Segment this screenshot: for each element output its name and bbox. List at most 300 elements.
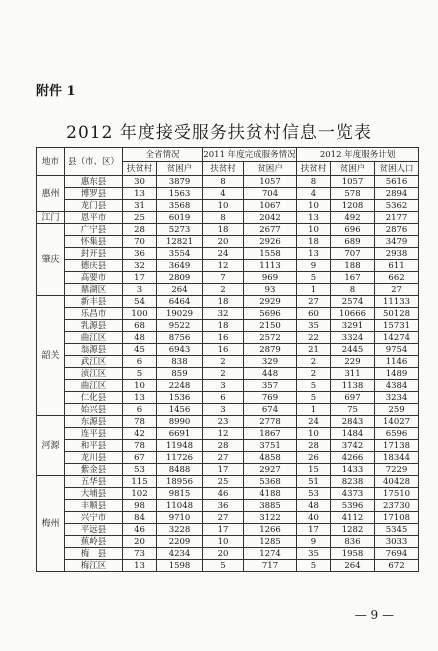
value-cell: 357	[244, 380, 297, 392]
table-row	[37, 272, 419, 284]
value-cell: 15731	[375, 320, 419, 332]
value-cell: 10666	[331, 308, 375, 320]
value-cell: 12	[203, 428, 244, 440]
header-villages: 扶贫村	[123, 162, 157, 176]
value-cell: 4	[297, 188, 331, 200]
value-cell: 448	[244, 368, 297, 380]
value-cell: 48	[297, 500, 331, 512]
region-cell: 河源	[37, 416, 65, 476]
county-cell: 封开县	[65, 248, 123, 260]
value-cell: 259	[375, 404, 419, 416]
value-cell: 329	[244, 356, 297, 368]
table-row	[37, 284, 419, 296]
value-cell: 2	[203, 368, 244, 380]
header-2011-completed: 2011 年度完成服务情况	[203, 149, 296, 160]
value-cell: 2150	[244, 320, 297, 332]
value-cell: 2809	[157, 272, 203, 284]
value-cell: 3885	[244, 500, 297, 512]
value-cell: 1057	[331, 176, 375, 188]
value-cell: 2574	[331, 296, 375, 308]
value-cell: 32	[123, 260, 157, 272]
county-cell: 德庆县	[65, 260, 123, 272]
table-body	[37, 176, 419, 572]
county-cell: 鼎湖区	[65, 284, 123, 296]
value-cell: 100	[123, 308, 157, 320]
value-cell: 24	[203, 248, 244, 260]
value-cell: 3234	[375, 392, 419, 404]
value-cell: 5616	[375, 176, 419, 188]
value-cell: 78	[123, 416, 157, 428]
value-cell: 6596	[375, 428, 419, 440]
value-cell: 1266	[244, 524, 297, 536]
value-cell: 2876	[375, 224, 419, 236]
value-cell: 13	[123, 392, 157, 404]
value-cell: 3291	[331, 320, 375, 332]
table-row	[37, 464, 419, 476]
value-cell: 11726	[157, 452, 203, 464]
value-cell: 6464	[157, 296, 203, 308]
page-title: 2012 年度接受服务扶贫村信息一览表	[66, 123, 372, 143]
value-cell: 492	[331, 212, 375, 224]
value-cell: 4112	[331, 512, 375, 524]
value-cell: 5	[297, 380, 331, 392]
value-cell: 12	[203, 260, 244, 272]
value-cell: 12821	[157, 236, 203, 248]
value-cell: 167	[331, 272, 375, 284]
value-cell: 5273	[157, 224, 203, 236]
table-row	[37, 356, 419, 368]
value-cell: 13	[297, 212, 331, 224]
value-cell: 40428	[375, 476, 419, 488]
value-cell: 28	[297, 440, 331, 452]
value-cell: 40	[297, 512, 331, 524]
value-cell: 3742	[331, 440, 375, 452]
county-cell: 高要市	[65, 272, 123, 284]
value-cell: 2843	[331, 416, 375, 428]
table-row	[37, 260, 419, 272]
poverty-village-table	[36, 147, 419, 572]
county-cell: 仁化县	[65, 392, 123, 404]
value-cell: 4373	[331, 488, 375, 500]
value-cell: 1536	[157, 392, 203, 404]
value-cell: 14027	[375, 416, 419, 428]
county-cell: 紫金县	[65, 464, 123, 476]
table-row	[37, 176, 419, 188]
value-cell: 35	[297, 320, 331, 332]
value-cell: 2572	[244, 332, 297, 344]
table-row	[37, 488, 419, 500]
value-cell: 68	[123, 320, 157, 332]
value-cell: 4266	[331, 452, 375, 464]
table-row	[37, 416, 419, 428]
value-cell: 45	[123, 344, 157, 356]
value-cell: 2938	[375, 248, 419, 260]
value-cell: 67	[123, 452, 157, 464]
value-cell: 2879	[244, 344, 297, 356]
value-cell: 3324	[331, 332, 375, 344]
county-cell: 浈江区	[65, 368, 123, 380]
table-row	[37, 296, 419, 308]
value-cell: 1282	[331, 524, 375, 536]
value-cell: 18956	[157, 476, 203, 488]
value-cell: 4858	[244, 452, 297, 464]
value-cell: 27	[375, 284, 419, 296]
value-cell: 3479	[375, 236, 419, 248]
value-cell: 54	[123, 296, 157, 308]
value-cell: 9815	[157, 488, 203, 500]
table-row	[37, 200, 419, 212]
county-cell: 乐昌市	[65, 308, 123, 320]
value-cell: 25	[123, 212, 157, 224]
value-cell: 8756	[157, 332, 203, 344]
value-cell: 10	[203, 536, 244, 548]
value-cell: 229	[331, 356, 375, 368]
table-row	[37, 536, 419, 548]
value-cell: 18	[203, 296, 244, 308]
value-cell: 5	[203, 560, 244, 572]
table-row	[37, 452, 419, 464]
value-cell: 8	[331, 284, 375, 296]
value-cell: 84	[123, 512, 157, 524]
value-cell: 689	[331, 236, 375, 248]
value-cell: 2248	[157, 380, 203, 392]
value-cell: 4188	[244, 488, 297, 500]
value-cell: 769	[244, 392, 297, 404]
county-cell: 兴宁市	[65, 512, 123, 524]
value-cell: 17	[123, 272, 157, 284]
value-cell: 3649	[157, 260, 203, 272]
value-cell: 1598	[157, 560, 203, 572]
value-cell: 17	[203, 464, 244, 476]
value-cell: 19029	[157, 308, 203, 320]
table-row	[37, 224, 419, 236]
value-cell: 6943	[157, 344, 203, 356]
table-row	[37, 368, 419, 380]
table-row	[37, 212, 419, 224]
region-cell: 江门	[37, 212, 65, 224]
header-province-overview: 全省情况	[123, 148, 203, 162]
value-cell: 20	[203, 236, 244, 248]
value-cell: 17138	[375, 440, 419, 452]
annex-label: 附件 1	[36, 84, 76, 99]
value-cell: 46	[123, 524, 157, 536]
value-cell: 5696	[244, 308, 297, 320]
county-cell: 连平县	[65, 428, 123, 440]
value-cell: 18	[203, 320, 244, 332]
region-cell: 肇庆	[37, 224, 65, 296]
value-cell: 24	[297, 416, 331, 428]
value-cell: 2677	[244, 224, 297, 236]
value-cell: 1958	[331, 548, 375, 560]
table-row	[37, 560, 419, 572]
value-cell: 1867	[244, 428, 297, 440]
value-cell: 1558	[244, 248, 297, 260]
value-cell: 36	[123, 248, 157, 260]
value-cell: 10	[297, 224, 331, 236]
table-row	[37, 500, 419, 512]
region-cell: 惠州	[37, 176, 65, 212]
value-cell: 3	[203, 380, 244, 392]
table-row	[37, 440, 419, 452]
header-households: 贫困户	[331, 162, 375, 176]
county-cell: 龙川县	[65, 452, 123, 464]
value-cell: 28	[123, 224, 157, 236]
value-cell: 13	[297, 248, 331, 260]
value-cell: 9710	[157, 512, 203, 524]
county-cell: 东源县	[65, 416, 123, 428]
header-2012-plan: 2012 年度服务计划	[297, 148, 419, 162]
value-cell: 31	[123, 200, 157, 212]
value-cell: 2778	[244, 416, 297, 428]
value-cell: 704	[244, 188, 297, 200]
value-cell: 36	[203, 500, 244, 512]
value-cell: 102	[123, 488, 157, 500]
value-cell: 6	[123, 356, 157, 368]
table-row	[37, 332, 419, 344]
value-cell: 4	[203, 188, 244, 200]
value-cell: 7694	[375, 548, 419, 560]
table-row	[37, 344, 419, 356]
value-cell: 8488	[157, 464, 203, 476]
value-cell: 13	[123, 188, 157, 200]
value-cell: 674	[244, 404, 297, 416]
value-cell: 1	[297, 404, 331, 416]
value-cell: 4384	[375, 380, 419, 392]
value-cell: 662	[375, 272, 419, 284]
value-cell: 5396	[331, 500, 375, 512]
value-cell: 1208	[331, 200, 375, 212]
value-cell: 717	[244, 560, 297, 572]
value-cell: 4234	[157, 548, 203, 560]
value-cell: 17	[297, 524, 331, 536]
table-row	[37, 524, 419, 536]
value-cell: 11948	[157, 440, 203, 452]
header-villages: 扶贫村	[203, 162, 244, 176]
value-cell: 14274	[375, 332, 419, 344]
value-cell: 10	[203, 200, 244, 212]
table-row	[37, 308, 419, 320]
value-cell: 73	[123, 548, 157, 560]
value-cell: 27	[203, 452, 244, 464]
value-cell: 311	[331, 368, 375, 380]
table-row	[37, 380, 419, 392]
header-population: 贫困人口	[375, 162, 419, 176]
value-cell: 1285	[244, 536, 297, 548]
value-cell: 17510	[375, 488, 419, 500]
value-cell: 18344	[375, 452, 419, 464]
value-cell: 1138	[331, 380, 375, 392]
value-cell: 5368	[244, 476, 297, 488]
value-cell: 3228	[157, 524, 203, 536]
value-cell: 5	[297, 560, 331, 572]
value-cell: 53	[123, 464, 157, 476]
value-cell: 60	[297, 308, 331, 320]
value-cell: 2	[297, 356, 331, 368]
value-cell: 3554	[157, 248, 203, 260]
value-cell: 1433	[331, 464, 375, 476]
value-cell: 2445	[331, 344, 375, 356]
value-cell: 9	[297, 536, 331, 548]
header-households: 贫困户	[157, 162, 203, 176]
value-cell: 27	[203, 512, 244, 524]
table-row	[37, 236, 419, 248]
value-cell: 838	[157, 356, 203, 368]
value-cell: 1057	[244, 176, 297, 188]
value-cell: 3	[203, 404, 244, 416]
value-cell: 21	[297, 344, 331, 356]
value-cell: 11048	[157, 500, 203, 512]
county-cell: 怀集县	[65, 236, 123, 248]
value-cell: 8	[203, 212, 244, 224]
value-cell: 6	[203, 392, 244, 404]
value-cell: 5345	[375, 524, 419, 536]
value-cell: 20	[203, 548, 244, 560]
value-cell: 5	[123, 368, 157, 380]
value-cell: 17	[203, 524, 244, 536]
table-row	[37, 392, 419, 404]
value-cell: 2209	[157, 536, 203, 548]
header-villages: 扶贫村	[297, 162, 331, 176]
value-cell: 5	[297, 272, 331, 284]
value-cell: 11133	[375, 296, 419, 308]
value-cell: 9	[297, 260, 331, 272]
value-cell: 3	[123, 284, 157, 296]
value-cell: 17108	[375, 512, 419, 524]
value-cell: 46	[203, 488, 244, 500]
value-cell: 23	[203, 416, 244, 428]
value-cell: 188	[331, 260, 375, 272]
value-cell: 13	[123, 560, 157, 572]
region-cell: 韶关	[37, 296, 65, 416]
table-row	[37, 248, 419, 260]
value-cell: 2926	[244, 236, 297, 248]
value-cell: 7	[203, 272, 244, 284]
county-cell: 博罗县	[65, 188, 123, 200]
value-cell: 2929	[244, 296, 297, 308]
value-cell: 26	[297, 452, 331, 464]
county-cell: 新丰县	[65, 296, 123, 308]
county-cell: 梅 县	[65, 548, 123, 560]
value-cell: 3568	[157, 200, 203, 212]
value-cell: 10	[297, 200, 331, 212]
county-cell: 和平县	[65, 440, 123, 452]
header-county: 县（市、区）	[65, 148, 123, 176]
county-cell: 武江区	[65, 356, 123, 368]
value-cell: 75	[331, 404, 375, 416]
value-cell: 1	[297, 284, 331, 296]
county-cell: 始兴县	[65, 404, 123, 416]
value-cell: 2177	[375, 212, 419, 224]
county-cell: 平远县	[65, 524, 123, 536]
county-cell: 曲江区	[65, 332, 123, 344]
value-cell: 578	[331, 188, 375, 200]
county-cell: 大埔县	[65, 488, 123, 500]
value-cell: 16	[203, 332, 244, 344]
value-cell: 264	[157, 284, 203, 296]
value-cell: 3122	[244, 512, 297, 524]
value-cell: 672	[375, 560, 419, 572]
value-cell: 30	[123, 176, 157, 188]
value-cell: 115	[123, 476, 157, 488]
county-cell: 梅江区	[65, 560, 123, 572]
county-cell: 惠东县	[65, 176, 123, 188]
value-cell: 15	[297, 464, 331, 476]
value-cell: 9522	[157, 320, 203, 332]
county-cell: 丰顺县	[65, 500, 123, 512]
value-cell: 696	[331, 224, 375, 236]
value-cell: 42	[123, 428, 157, 440]
table-row	[37, 512, 419, 524]
header-households: 贫困户	[244, 162, 297, 176]
value-cell: 22	[297, 332, 331, 344]
value-cell: 1489	[375, 368, 419, 380]
value-cell: 2	[203, 284, 244, 296]
value-cell: 3879	[157, 176, 203, 188]
value-cell: 25	[203, 476, 244, 488]
value-cell: 1456	[157, 404, 203, 416]
county-cell: 龙门县	[65, 200, 123, 212]
value-cell: 2	[297, 368, 331, 380]
value-cell: 5	[297, 392, 331, 404]
value-cell: 1563	[157, 188, 203, 200]
value-cell: 2927	[244, 464, 297, 476]
county-cell: 恩平市	[65, 212, 123, 224]
value-cell: 6691	[157, 428, 203, 440]
value-cell: 35	[297, 548, 331, 560]
table-row	[37, 188, 419, 200]
value-cell: 50128	[375, 308, 419, 320]
value-cell: 5362	[375, 200, 419, 212]
table-row	[37, 320, 419, 332]
value-cell: 93	[244, 284, 297, 296]
value-cell: 23730	[375, 500, 419, 512]
page-number: — 9 —	[354, 608, 394, 622]
value-cell: 98	[123, 500, 157, 512]
value-cell: 18	[297, 236, 331, 248]
region-cell: 梅州	[37, 476, 65, 572]
value-cell: 16	[203, 344, 244, 356]
value-cell: 1484	[331, 428, 375, 440]
value-cell: 48	[123, 332, 157, 344]
value-cell: 1113	[244, 260, 297, 272]
value-cell: 836	[331, 536, 375, 548]
value-cell: 8	[203, 176, 244, 188]
value-cell: 20	[123, 536, 157, 548]
value-cell: 51	[297, 476, 331, 488]
table-row	[37, 404, 419, 416]
value-cell: 3033	[375, 536, 419, 548]
value-cell: 859	[157, 368, 203, 380]
value-cell: 264	[331, 560, 375, 572]
value-cell: 6019	[157, 212, 203, 224]
table-row	[37, 476, 419, 488]
value-cell: 10	[123, 380, 157, 392]
value-cell: 32	[203, 308, 244, 320]
value-cell: 2042	[244, 212, 297, 224]
value-cell: 1067	[244, 200, 297, 212]
value-cell: 53	[297, 488, 331, 500]
value-cell: 6	[123, 404, 157, 416]
value-cell: 3751	[244, 440, 297, 452]
value-cell: 28	[203, 440, 244, 452]
value-cell: 2	[203, 356, 244, 368]
county-cell: 乳源县	[65, 320, 123, 332]
table-row	[37, 428, 419, 440]
county-cell: 蕉岭县	[65, 536, 123, 548]
table-row	[37, 548, 419, 560]
value-cell: 78	[123, 440, 157, 452]
county-cell: 曲江区	[65, 380, 123, 392]
